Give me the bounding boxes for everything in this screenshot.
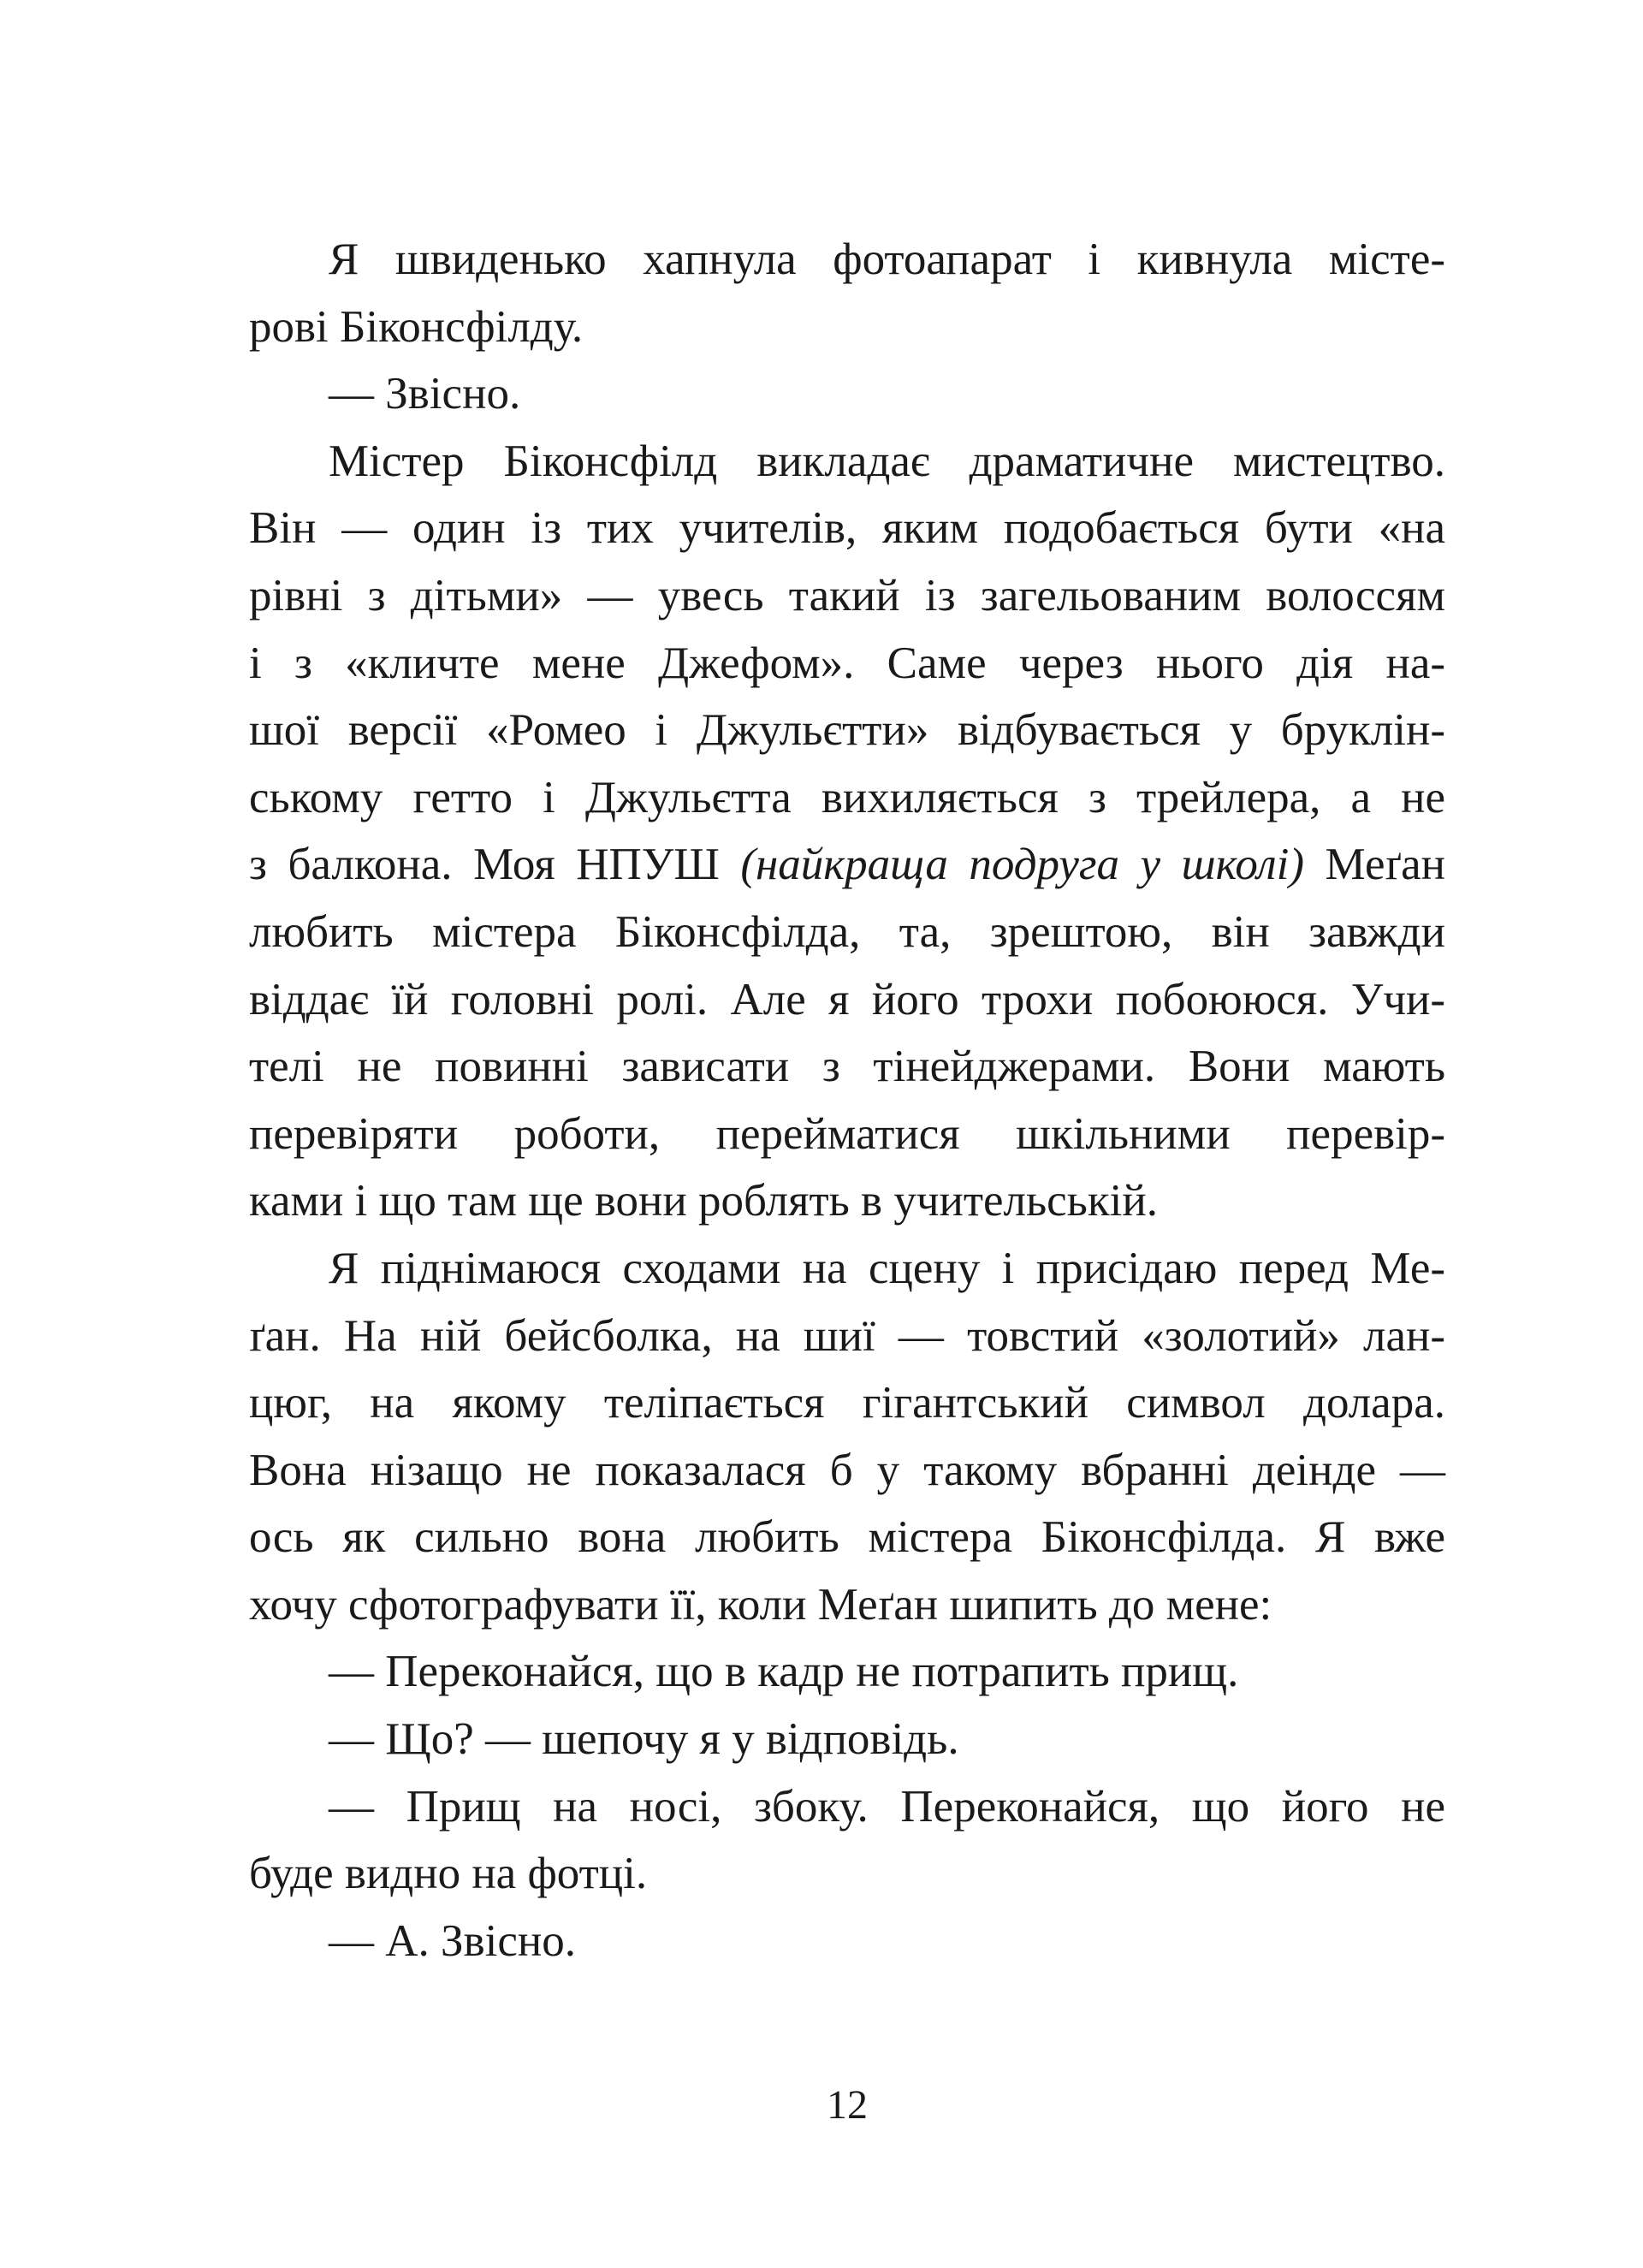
italic-aside: (найкраща подруга у школі) [740, 840, 1305, 890]
text-line: Вона нізащо не показалася б у такому вбранні деінде — [249, 1445, 1445, 1495]
text-line: шої версії «Ромео і Джульєтти» відбувається у бруклін- [249, 705, 1445, 756]
text-line: ґан. На ній бейсболка, на шиї — товстий «золотий» лан- [249, 1310, 1445, 1361]
text-line [249, 831, 1445, 899]
text-line: телі не повинні зависати з тінейджерами. Вони мають [249, 1042, 1445, 1092]
text-line: Я швиденько хапнула фотоапарат і кивнула місте- [329, 235, 1445, 284]
text-line: рівні з дітьми» — увесь такий із загельованим волоссям [249, 570, 1445, 620]
text-line: — Звісно. [329, 369, 521, 419]
text-line: ками і що там ще вони роблять в учительській. [249, 1176, 1158, 1226]
text-line: — Переконайся, що в кадр не потрапить прищ. [329, 1647, 1239, 1697]
text-line: ось як сильно вона любить містера Біконсфілда. Я вже [249, 1512, 1445, 1563]
text-segment: з балкона. Моя НПУШ [249, 840, 741, 890]
text-line: — Прищ на носі, збоку. Переконайся, що його не [329, 1781, 1445, 1832]
text-segment: Меґан [1304, 840, 1445, 890]
text-line: ському гетто і Джульєтта вихиляється з трейлера, а не [249, 772, 1445, 822]
text-line: Я піднімаюся сходами на сцену і присідаю перед Ме- [329, 1243, 1445, 1293]
text-line: і з «кличте мене Джефом». Саме через нього дія на- [249, 638, 1445, 688]
text-line: буде видно на фотці. [249, 1849, 648, 1899]
text-line: віддає їй головні ролі. Але я його трохи побоююся. Учи- [249, 974, 1445, 1024]
text-line: любить містера Біконсфілда, та, зрештою, він завжди [249, 906, 1445, 957]
page-number: 12 [827, 2082, 868, 2128]
text-line: — А. Звісно. [329, 1915, 576, 1966]
text-line: цюг, на якому теліпається гігантський символ долара. [249, 1378, 1445, 1428]
text-line: Містер Біконсфілд викладає драматичне мистецтво. [329, 436, 1445, 486]
text-line: рові Біконсфілду. [249, 301, 584, 352]
text-line: хочу сфотографувати її, коли Меґан шипить до мене: [249, 1579, 1272, 1630]
text-line: перевіряти роботи, перейматися шкільними перевір- [249, 1108, 1445, 1159]
body-text [249, 226, 1445, 1974]
text-line: — Що? — шепочу я у відповідь. [329, 1714, 959, 1765]
text-line: Він — один із тих учителів, яким подобається бути «на [249, 503, 1445, 554]
